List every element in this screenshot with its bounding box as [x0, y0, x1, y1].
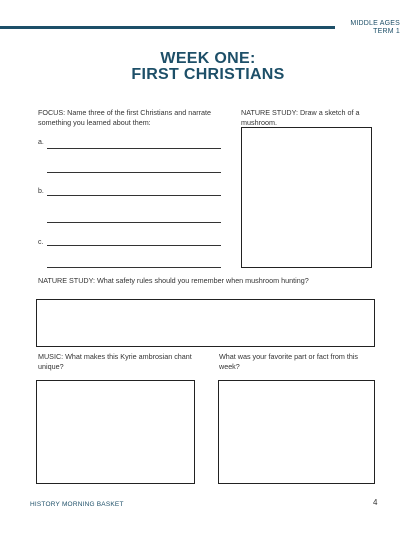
- nature-safety-prompt: NATURE STUDY: What safety rules should you remember when mushroom hunting?: [38, 276, 309, 285]
- answer-line-b1[interactable]: [47, 195, 221, 196]
- focus-prompt: FOCUS: Name three of the first Christians and narrate something you learned about them:: [38, 108, 211, 127]
- series-name: MIDDLE AGES: [350, 20, 400, 27]
- answer-letter-b: b.: [38, 188, 44, 195]
- favorite-answer-box[interactable]: [218, 380, 375, 484]
- music-prompt: MUSIC: What makes this Kyrie ambrosian chant unique?: [38, 352, 192, 371]
- answer-letter-a: a.: [38, 139, 44, 146]
- page-number: 4: [373, 498, 378, 507]
- nature-sketch-prompt: NATURE STUDY: Draw a sketch of a mushroom.: [241, 108, 360, 127]
- answer-line-a1[interactable]: [47, 148, 221, 149]
- safety-answer-box[interactable]: [36, 299, 375, 347]
- term-name: TERM 1: [373, 28, 400, 35]
- answer-line-b2[interactable]: [47, 222, 221, 223]
- music-answer-box[interactable]: [36, 380, 195, 484]
- mushroom-sketch-box[interactable]: [241, 127, 372, 268]
- answer-line-c1[interactable]: [47, 245, 221, 246]
- answer-line-c2[interactable]: [47, 267, 221, 268]
- footer-label: HISTORY MORNING BASKET: [30, 501, 124, 508]
- answer-line-a2[interactable]: [47, 172, 221, 173]
- header-rule: [0, 26, 335, 29]
- series-label: [350, 20, 400, 36]
- page-title-line1: WEEK ONE:: [160, 50, 256, 67]
- page-title-line2: FIRST CHRISTIANS: [131, 66, 285, 83]
- favorite-prompt: What was your favorite part or fact from this week?: [219, 352, 359, 371]
- answer-letter-c: c.: [38, 239, 44, 246]
